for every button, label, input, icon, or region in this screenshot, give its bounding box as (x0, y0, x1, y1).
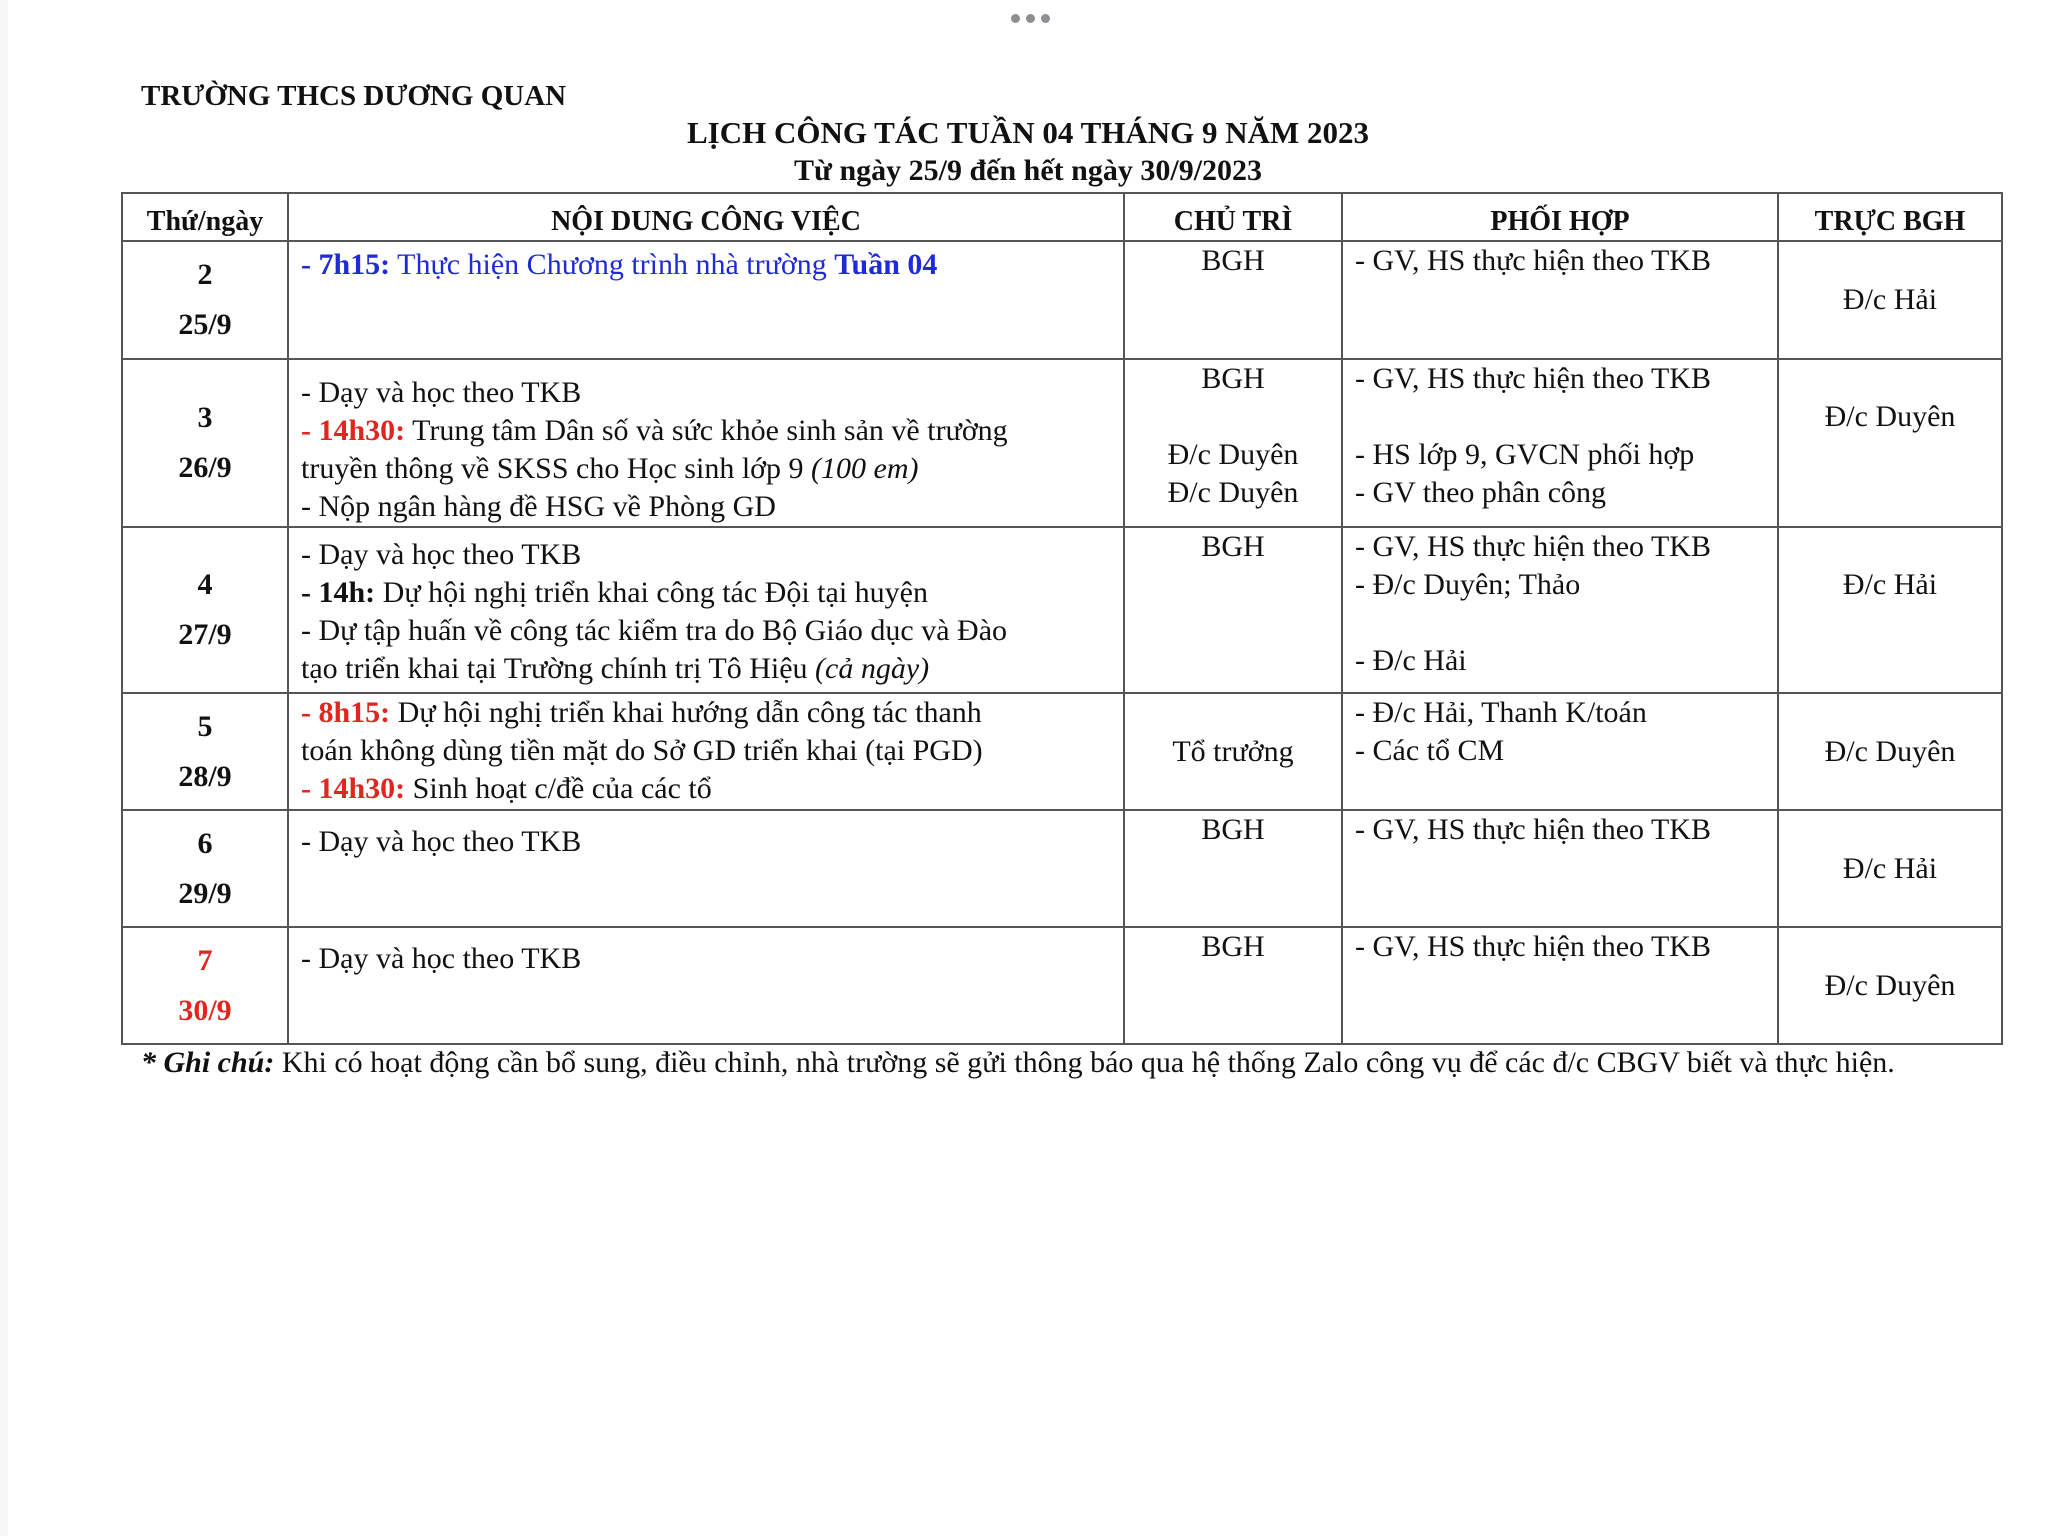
day-cell (122, 241, 288, 359)
table-row (122, 359, 2002, 527)
duty-cell: Đ/c Hải (1778, 241, 2002, 359)
footnote-label: * Ghi chú: (141, 1046, 275, 1079)
content-cell: - Dạy và học theo TKB - 14h30: Trung tâm Dân số và sức khỏe sinh sản về trường truyền thông về SKSS cho Học sinh lớp 9 (100 em) - Nộp ngân hàng đề HSG về Phòng GD (288, 359, 1124, 527)
table-row (122, 241, 2002, 359)
chair-cell: BGH Đ/c Duyên Đ/c Duyên (1124, 359, 1342, 527)
day-cell (122, 810, 288, 927)
day-cell (122, 527, 288, 693)
day-cell (122, 359, 288, 527)
document-page (8, 0, 2048, 1536)
duty-cell: Đ/c Duyên (1778, 693, 2002, 810)
day-date: 27/9 (178, 618, 232, 651)
col-header-chair: CHỦ TRÌ (1124, 193, 1342, 241)
content-cell: - Dạy và học theo TKB - 14h: Dự hội nghị triển khai công tác Đội tại huyện - Dự tập huấn về công tác kiểm tra do Bộ Giáo dục và Đào tạo triển khai tại Trường chính trị Tô Hiệu (cả ngày) (288, 527, 1124, 693)
duty-cell: Đ/c Hải (1778, 810, 2002, 927)
schedule-table (121, 192, 2003, 1045)
table-header-row (122, 193, 2002, 241)
table-row (122, 527, 2002, 693)
chair-cell: Tổ trưởng (1124, 693, 1342, 810)
chair-cell: BGH (1124, 527, 1342, 693)
footnote-text: Khi có hoạt động cần bổ sung, điều chỉnh, nhà trường sẽ gửi thông báo qua hệ thống Zalo công vụ để các đ/c CBGV biết và thực hiện. (274, 1046, 1895, 1079)
table-row (122, 810, 2002, 927)
content-cell (288, 241, 1124, 359)
col-header-day: Thứ/ngày (122, 193, 288, 241)
chair-cell: BGH (1124, 241, 1342, 359)
coordination-cell: - GV, HS thực hiện theo TKB (1342, 927, 1778, 1044)
chair-cell: BGH (1124, 927, 1342, 1044)
day-date: 28/9 (178, 759, 232, 793)
chair-cell: BGH (1124, 810, 1342, 927)
more-options-icon[interactable] (1011, 14, 1055, 24)
day-number: 6 (197, 826, 213, 860)
table-row (122, 927, 2002, 1044)
day-number: 5 (197, 709, 213, 743)
duty-cell: Đ/c Duyên (1778, 927, 2002, 1044)
content-cell: - Dạy và học theo TKB (288, 810, 1124, 927)
day-number: 2 (197, 258, 213, 291)
day-date: 29/9 (178, 876, 232, 910)
content-cell: - 8h15: Dự hội nghị triển khai hướng dẫn công tác thanh toán không dùng tiền mặt do Sở GD triển khai (tại PGD) - 14h30: Sinh hoạt c/đề của các tổ (288, 693, 1124, 810)
footnote (141, 1043, 2001, 1083)
day-cell (122, 927, 288, 1044)
day-date: 30/9 (178, 993, 232, 1027)
school-name: TRƯỜNG THCS DƯƠNG QUAN (141, 80, 567, 112)
day-date: 25/9 (178, 308, 232, 341)
day-number: 3 (197, 401, 213, 434)
coordination-cell: - Đ/c Hải, Thanh K/toán - Các tổ CM (1342, 693, 1778, 810)
day-number: 4 (197, 568, 213, 601)
coordination-cell: - GV, HS thực hiện theo TKB - Đ/c Duyên; Thảo - Đ/c Hải (1342, 527, 1778, 693)
col-header-content: NỘI DUNG CÔNG VIỆC (288, 193, 1124, 241)
day-date: 26/9 (178, 451, 232, 484)
coordination-cell: - GV, HS thực hiện theo TKB - HS lớp 9, GVCN phối hợp - GV theo phân công (1342, 359, 1778, 527)
coordination-cell: - GV, HS thực hiện theo TKB (1342, 241, 1778, 359)
col-header-duty: TRỰC BGH (1778, 193, 2002, 241)
day-cell (122, 693, 288, 810)
duty-cell: Đ/c Hải (1778, 527, 2002, 693)
schedule-date-range: Từ ngày 25/9 đến hết ngày 30/9/2023 (793, 154, 1263, 187)
col-header-coordination: PHỐI HỢP (1342, 193, 1778, 241)
day-number: 7 (197, 943, 213, 977)
table-row (122, 693, 2002, 810)
duty-cell: Đ/c Duyên (1778, 359, 2002, 527)
content-cell: - Dạy và học theo TKB (288, 927, 1124, 1044)
content-line: - 7h15: Thực hiện Chương trình nhà trường Tuần 04 (301, 248, 938, 281)
schedule-title: LỊCH CÔNG TÁC TUẦN 04 THÁNG 9 NĂM 2023 (686, 115, 1370, 150)
coordination-cell: - GV, HS thực hiện theo TKB (1342, 810, 1778, 927)
